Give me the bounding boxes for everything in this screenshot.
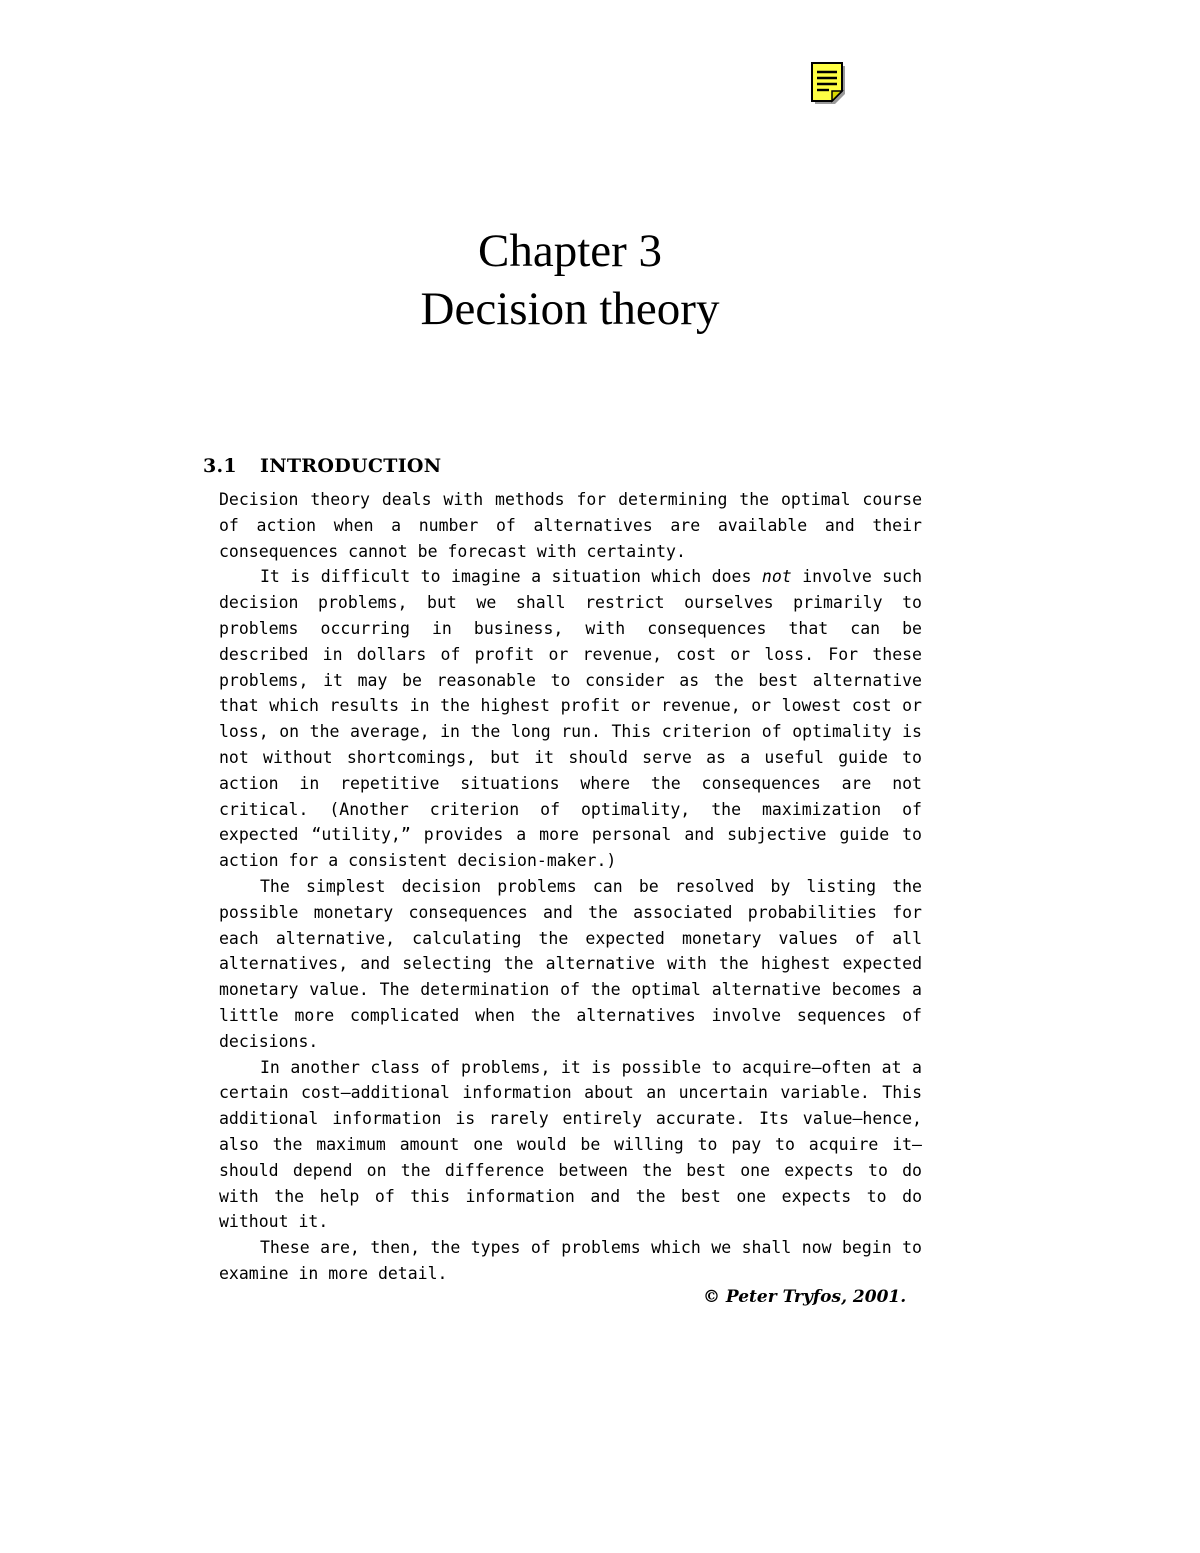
section-number: 3.1	[203, 455, 237, 477]
note-icon[interactable]	[811, 62, 847, 104]
paragraph-2	[219, 564, 922, 874]
paragraph-3: The simplest decision problems can be resolved by listing the possible monetary consequences and the associated probabilities for each alternative, calculating the expected monetary values of all alternatives, and selecting the alternative with the highest expected monetary value. The determination of the optimal alternative becomes a little more complicated when the alternatives involve sequences of decisions.	[219, 876, 922, 1051]
paragraph-2-start: It is difficult to imagine a situation which does	[260, 567, 762, 587]
paragraph-1: Decision theory deals with methods for determining the optimal course of action when a number of alternatives are available and their consequences cannot be forecast with certainty.	[219, 490, 922, 561]
paragraph-5: These are, then, the types of problems which we shall now begin to examine in more detail.	[219, 1238, 922, 1283]
section-title: INTRODUCTION	[260, 455, 442, 477]
chapter-title: Decision theory	[420, 283, 720, 335]
chapter-number: Chapter 3	[477, 225, 663, 277]
copyright-notice: © Peter Tryfos, 2001.	[703, 1287, 907, 1307]
emphasis-not: not	[761, 567, 792, 587]
section-heading	[203, 455, 441, 477]
chapter-heading	[0, 222, 1140, 338]
paragraph-2-end: involve such decision problems, but we shall restrict ourselves primarily to problems occurring in business, with consequences that can be described in dollars of profit or revenue, cost or loss. For these problems, it may be reasonable to consider as the best alternative that which results in the highest profit or revenue, or lowest cost or loss, on the average, in the long run. This criterion of optimality is not without shortcomings, but it should serve as a useful guide to action in repetitive situations where the consequences are not critical. (Another criterion of optimality, the maximization of expected “utility,” provides a more personal and subjective guide to action for a consistent decision-maker.)	[219, 567, 922, 871]
paragraph-4: In another class of problems, it is possible to acquire—often at a certain cost—additional information about an uncertain variable. This additional information is rarely entirely accurate. Its value—hence, also the maximum amount one would be willing to pay to acquire it—should depend on the difference between the best one expects to do with the help of this information and the best one expects to do without it.	[219, 1057, 922, 1232]
body-text	[219, 487, 922, 1287]
